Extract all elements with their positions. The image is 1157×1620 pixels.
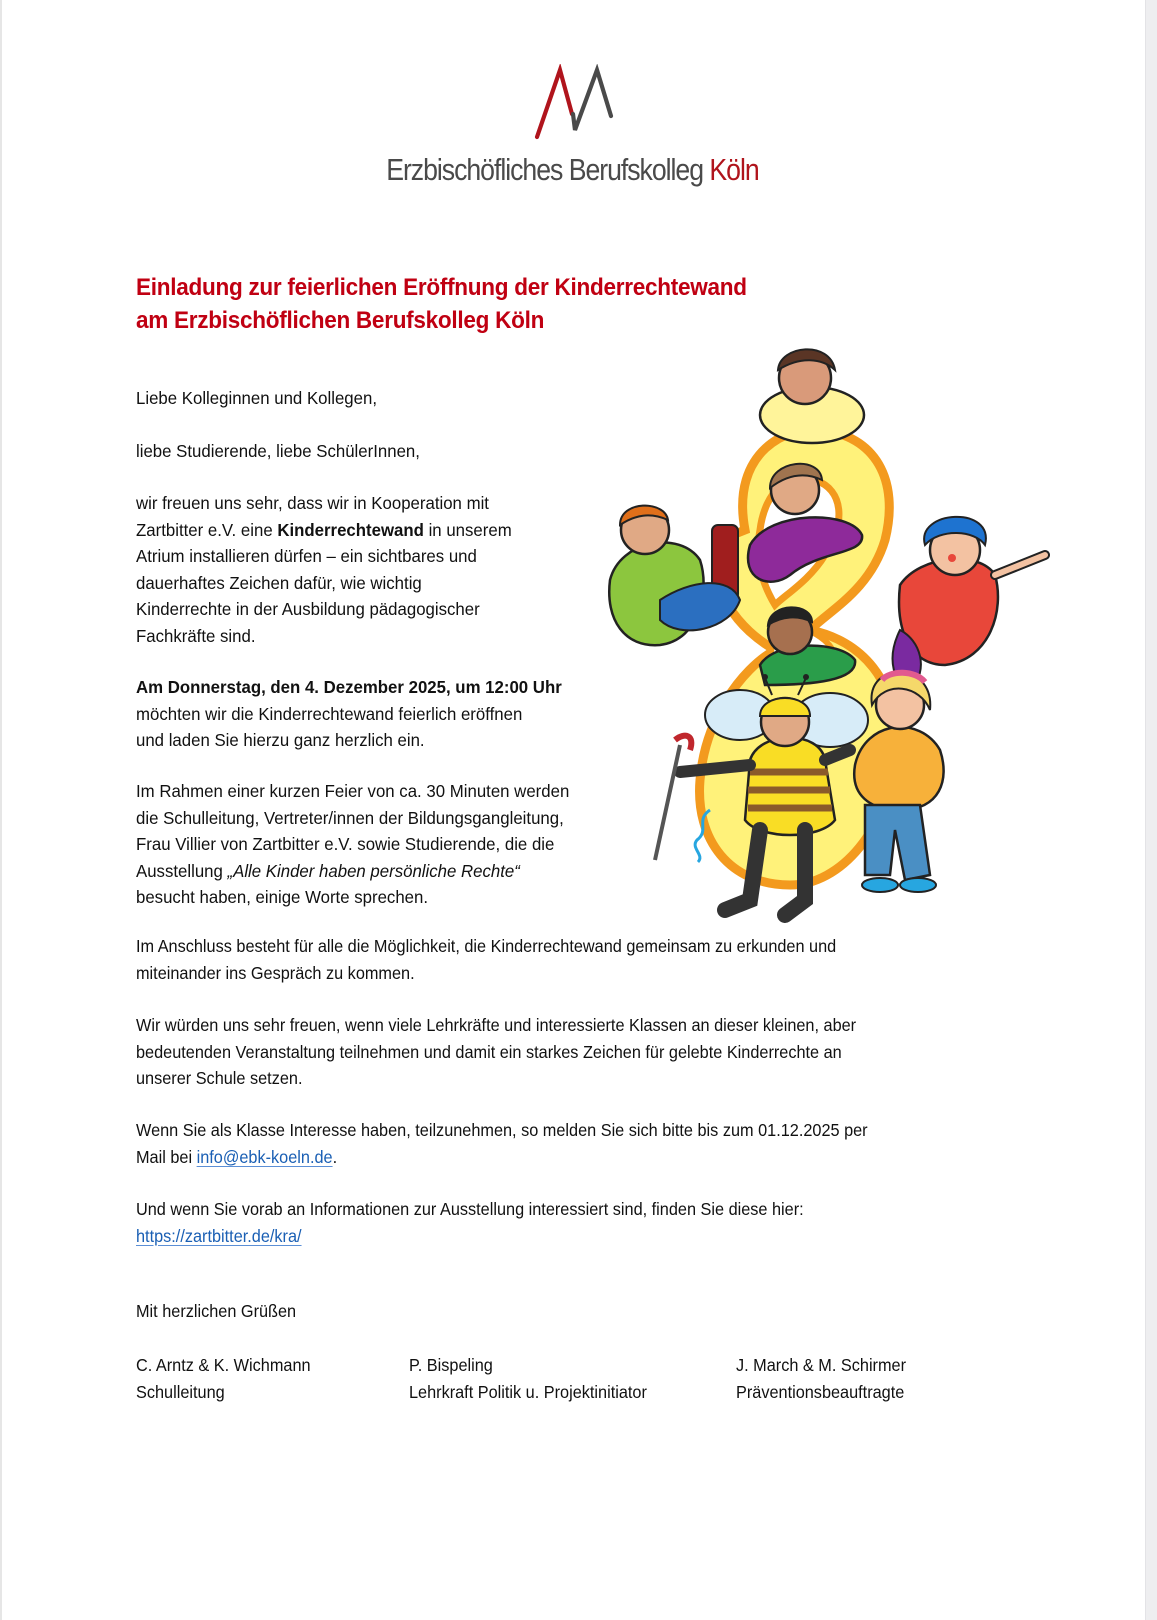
title-line-1: Einladung zur feierlichen Eröffnung der Kinderrechtewand xyxy=(136,274,747,301)
registration-paragraph: Wenn Sie als Klasse Interesse haben, teilzunehmen, so melden Sie sich bitte bis zum 01.12.2025 per Mail bei info@ebk-koeln.de. xyxy=(136,1120,868,1167)
signature-prevention-officers: J. March & M. Schirmer Präventionsbeauftragte xyxy=(736,1355,907,1402)
exhibition-title: „Alle Kinder haben persönliche Rechte“ xyxy=(227,860,520,881)
intro-paragraph: wir freuen uns sehr, dass wir in Kooperation mit Zartbitter e.V. eine Kinderrechtewand in unserem Atrium installieren dürfen – ein sichtbares und dauerhaftes Zeichen dafür, wie wichtig Kinderrechte in der Ausbildung pädagogischer Fachkräfte sind. xyxy=(136,493,512,646)
closing-greeting: Mit herzlichen Grüßen xyxy=(136,1301,297,1321)
afterwards-paragraph: Im Anschluss besteht für alle die Möglichkeit, die Kinderrechtewand gemeinsam zu erkunden und miteinander ins Gespräch zu kommen. xyxy=(136,936,837,983)
title-line-2: am Erzbischöflichen Berufskolleg Köln xyxy=(136,307,545,334)
school-logo-wordmark: Erzbischöfliches Berufskolleg Köln xyxy=(386,152,759,187)
signature-project-initiator: P. Bispeling Lehrkraft Politik u. Projektinitiator xyxy=(409,1355,647,1402)
children-rights-illustration xyxy=(600,340,1070,930)
info-paragraph: Und wenn Sie vorab an Informationen zur Ausstellung interessiert sind, finden Sie diese hier: https://zartbitter.de/kra/ xyxy=(136,1199,804,1246)
page-title xyxy=(136,271,747,337)
event-paragraph: Am Donnerstag, den 4. Dezember 2025, um 12:00 Uhr möchten wir die Kinderrechtewand feierlich eröffnen und laden Sie hierzu ganz herzlich ein. xyxy=(136,677,562,750)
kinderrechtewand-bold: Kinderrechtewand xyxy=(277,519,424,540)
hope-paragraph: Wir würden uns sehr freuen, wenn viele Lehrkräfte und interessierte Klassen an dieser kleinen, aber bedeutenden Veranstaltung teilnehmen und damit ein starkes Zeichen für gelebte Kinderrechte an unserer Schule setzen. xyxy=(136,1015,857,1088)
signature-school-management: C. Arntz & K. Wichmann Schulleitung xyxy=(136,1355,311,1402)
page-border xyxy=(0,0,2,1620)
program-paragraph: Im Rahmen einer kurzen Feier von ca. 30 Minuten werden die Schulleitung, Vertreter/innen der Bildungsgangleitung, Frau Villier von Zartbitter e.V. sowie Studierende, die die Ausstellung „Alle Kinder haben persönliche Rechte“ besucht haben, einige Worte sprechen. xyxy=(136,781,570,907)
event-date: Am Donnerstag, den 4. Dezember 2025, um 12:00 Uhr xyxy=(136,677,562,697)
exhibition-url-link[interactable]: https://zartbitter.de/kra/ xyxy=(136,1225,302,1246)
child-figure-red xyxy=(893,517,1045,690)
greeting-line-1: Liebe Kolleginnen und Kollegen, xyxy=(136,388,378,408)
email-link[interactable]: info@ebk-koeln.de xyxy=(196,1146,333,1167)
school-logo-mark-icon xyxy=(530,64,620,144)
greeting-line-2: liebe Studierende, liebe SchülerInnen, xyxy=(136,441,420,461)
child-figure-top xyxy=(760,349,864,443)
scrollbar-track[interactable] xyxy=(1145,0,1157,1620)
